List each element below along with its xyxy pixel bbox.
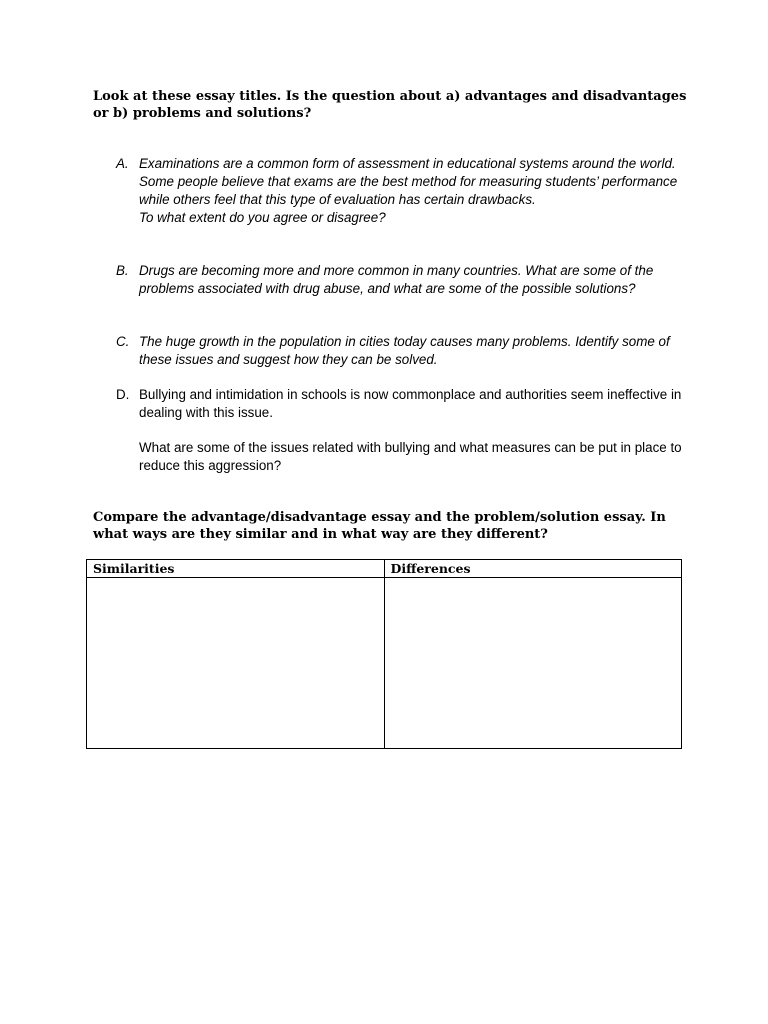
similarities-cell[interactable] [87,578,385,749]
question-text: Bullying and intimidation in schools is now commonplace and authorities seem ineffective in dealing with this issue. [139,387,682,420]
question-letter: A. [116,156,129,171]
essay-question-b [116,262,686,298]
question-body [139,262,686,298]
table-header-row [87,560,682,578]
essay-question-d [116,386,686,475]
question-text: Drugs are becoming more and more common in many countries. What are some of the problems associated with drug abuse, and what are some of the possible solutions? [139,263,654,296]
essay-question-c [116,333,686,369]
question-body [139,386,686,475]
question-letter: C. [116,334,130,349]
essay-question-a [116,155,686,227]
question-text: Examinations are a common form of assessment in educational systems around the world. Some people believe that exams are the best method for measuring students’ performance while others feel that this type of evaluation has certain drawbacks. [139,156,678,207]
differences-cell[interactable] [384,578,682,749]
instruction-text: Look at these essay titles. Is the question about a) advantages and disadvantages or b) problems and solutions? [93,89,687,121]
column-header-similarities: Similarities [87,560,385,578]
table-row [87,578,682,749]
question-text: The huge growth in the population in cities today causes many problems. Identify some of these issues and suggest how they can be solved. [139,334,670,367]
compare-instruction: Compare the advantage/disadvantage essay and the problem/solution essay. In what ways are they similar and in what way are they different? [93,510,666,542]
question-body [139,155,686,227]
question-prompt: What are some of the issues related with bullying and what measures can be put in place to reduce this aggression? [139,440,682,473]
question-letter: D. [116,387,130,402]
column-header-differences: Differences [384,560,682,578]
comparison-table [86,559,682,749]
question-prompt: To what extent do you agree or disagree? [139,210,386,225]
question-letter: B. [116,263,129,278]
question-body [139,333,686,369]
